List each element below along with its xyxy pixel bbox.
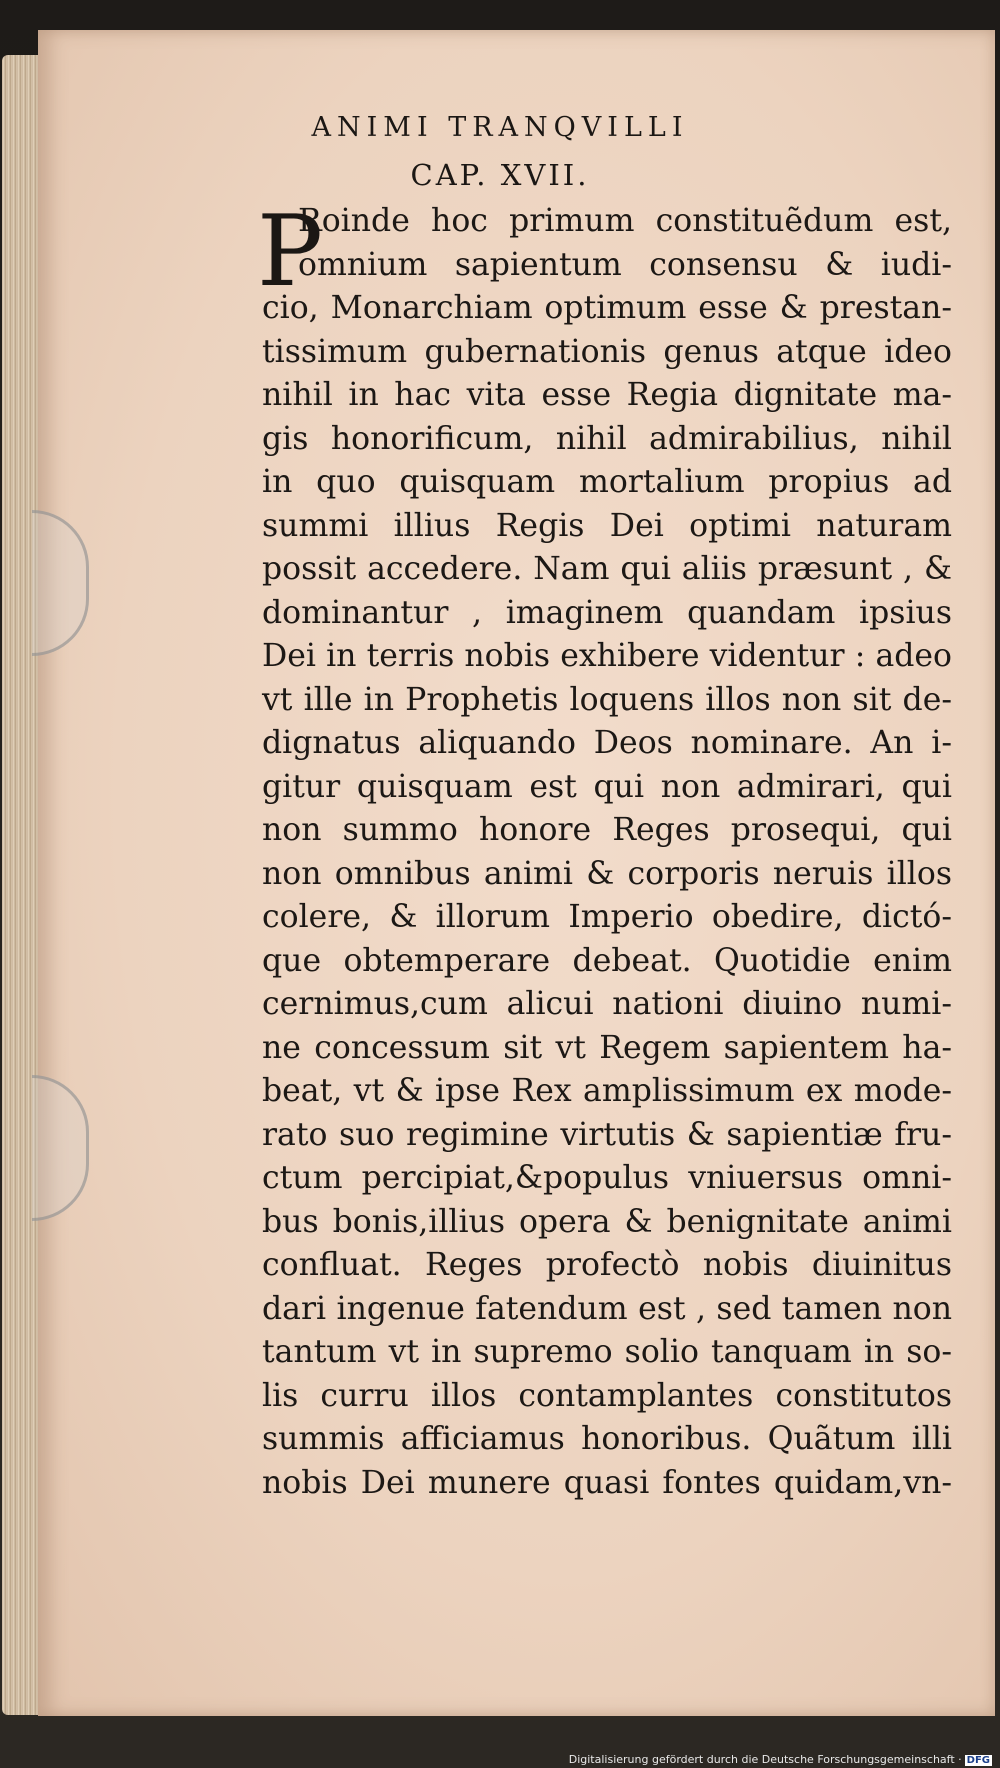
text-line: nihil in hac vita esse Regia dignitate ma-	[262, 377, 952, 413]
chapter-heading: CAP. XVII.	[410, 158, 590, 192]
text-line: gitur quisquam est qui non admirari, qui	[262, 768, 952, 805]
text-line: ne concessum sit vt Regem sapientem ha-	[262, 1029, 952, 1066]
text-line: confluat. Reges profectò nobis diuinitus	[262, 1247, 952, 1283]
text-line: non summo honore Reges prosequi, qui	[262, 812, 952, 848]
text-line: que obtemperare debeat. Quotidie enim	[262, 942, 952, 979]
text-line: vt ille in Prophetis loquens illos non sit de-	[262, 681, 952, 718]
text-line: ctum percipiat,&populus vniuersus omni-	[262, 1160, 952, 1196]
text-line: tantum vt in supremo solio tanquam in so-	[262, 1334, 952, 1370]
text-line: dominantur , imaginem quandam ipsius	[262, 594, 952, 631]
text-line: summis afficiamus honoribus. Quãtum illi	[262, 1421, 952, 1457]
text-line: in quo quisquam mortalium propius ad	[262, 464, 952, 500]
page-clip-top	[32, 510, 89, 656]
text-line: dari ingenue fatendum est , sed tamen non	[262, 1290, 952, 1327]
page-clip-bottom	[32, 1075, 89, 1221]
credit-text: Digitalisierung gefördert durch die Deutsche Forschungsgemeinschaft ·	[568, 1753, 962, 1766]
text-line: Roinde hoc primum constituẽdum est,	[298, 203, 952, 239]
text-line: summi illius Regis Dei optimi naturam	[262, 507, 952, 544]
body-text	[262, 200, 952, 1505]
text-line: beat, vt & ipse Rex amplissimum ex mode-	[262, 1073, 952, 1109]
text-line: dignatus aliquando Deos nominare. An i-	[262, 725, 952, 761]
dfg-logo: DFG	[966, 1755, 990, 1766]
text-line: omnium sapientum consensu & iudi-	[298, 246, 952, 283]
text-line: possit accedere. Nam qui aliis præsunt , &	[262, 551, 952, 587]
text-line: colere, & illorum Imperio obedire, dictó-	[262, 899, 952, 935]
text-line: rato suo regimine virtutis & sapientiæ fru-	[262, 1116, 952, 1153]
drop-cap: P	[257, 195, 323, 309]
text-line: cio, Monarchiam optimum esse & prestan-	[262, 290, 952, 326]
text-line: cernimus,cum alicui nationi diuino numi-	[262, 986, 952, 1022]
running-head: ANIMI TRANQVILLI	[311, 112, 689, 143]
text-line: gis honorificum, nihil admirabilius, nihil	[262, 420, 952, 457]
text-line: bus bonis,illius opera & benignitate animi	[262, 1203, 952, 1240]
text-line: tissimum gubernationis genus atque ideo	[262, 333, 952, 370]
digitization-credit	[569, 1753, 992, 1766]
text-line: Dei in terris nobis exhibere videntur : adeo	[262, 638, 952, 674]
text-line: non omnibus animi & corporis neruis illos	[262, 855, 952, 892]
text-line: nobis Dei munere quasi fontes quidam,vn-	[262, 1464, 952, 1501]
text-line: lis curru illos contamplantes constitutos	[262, 1377, 952, 1414]
